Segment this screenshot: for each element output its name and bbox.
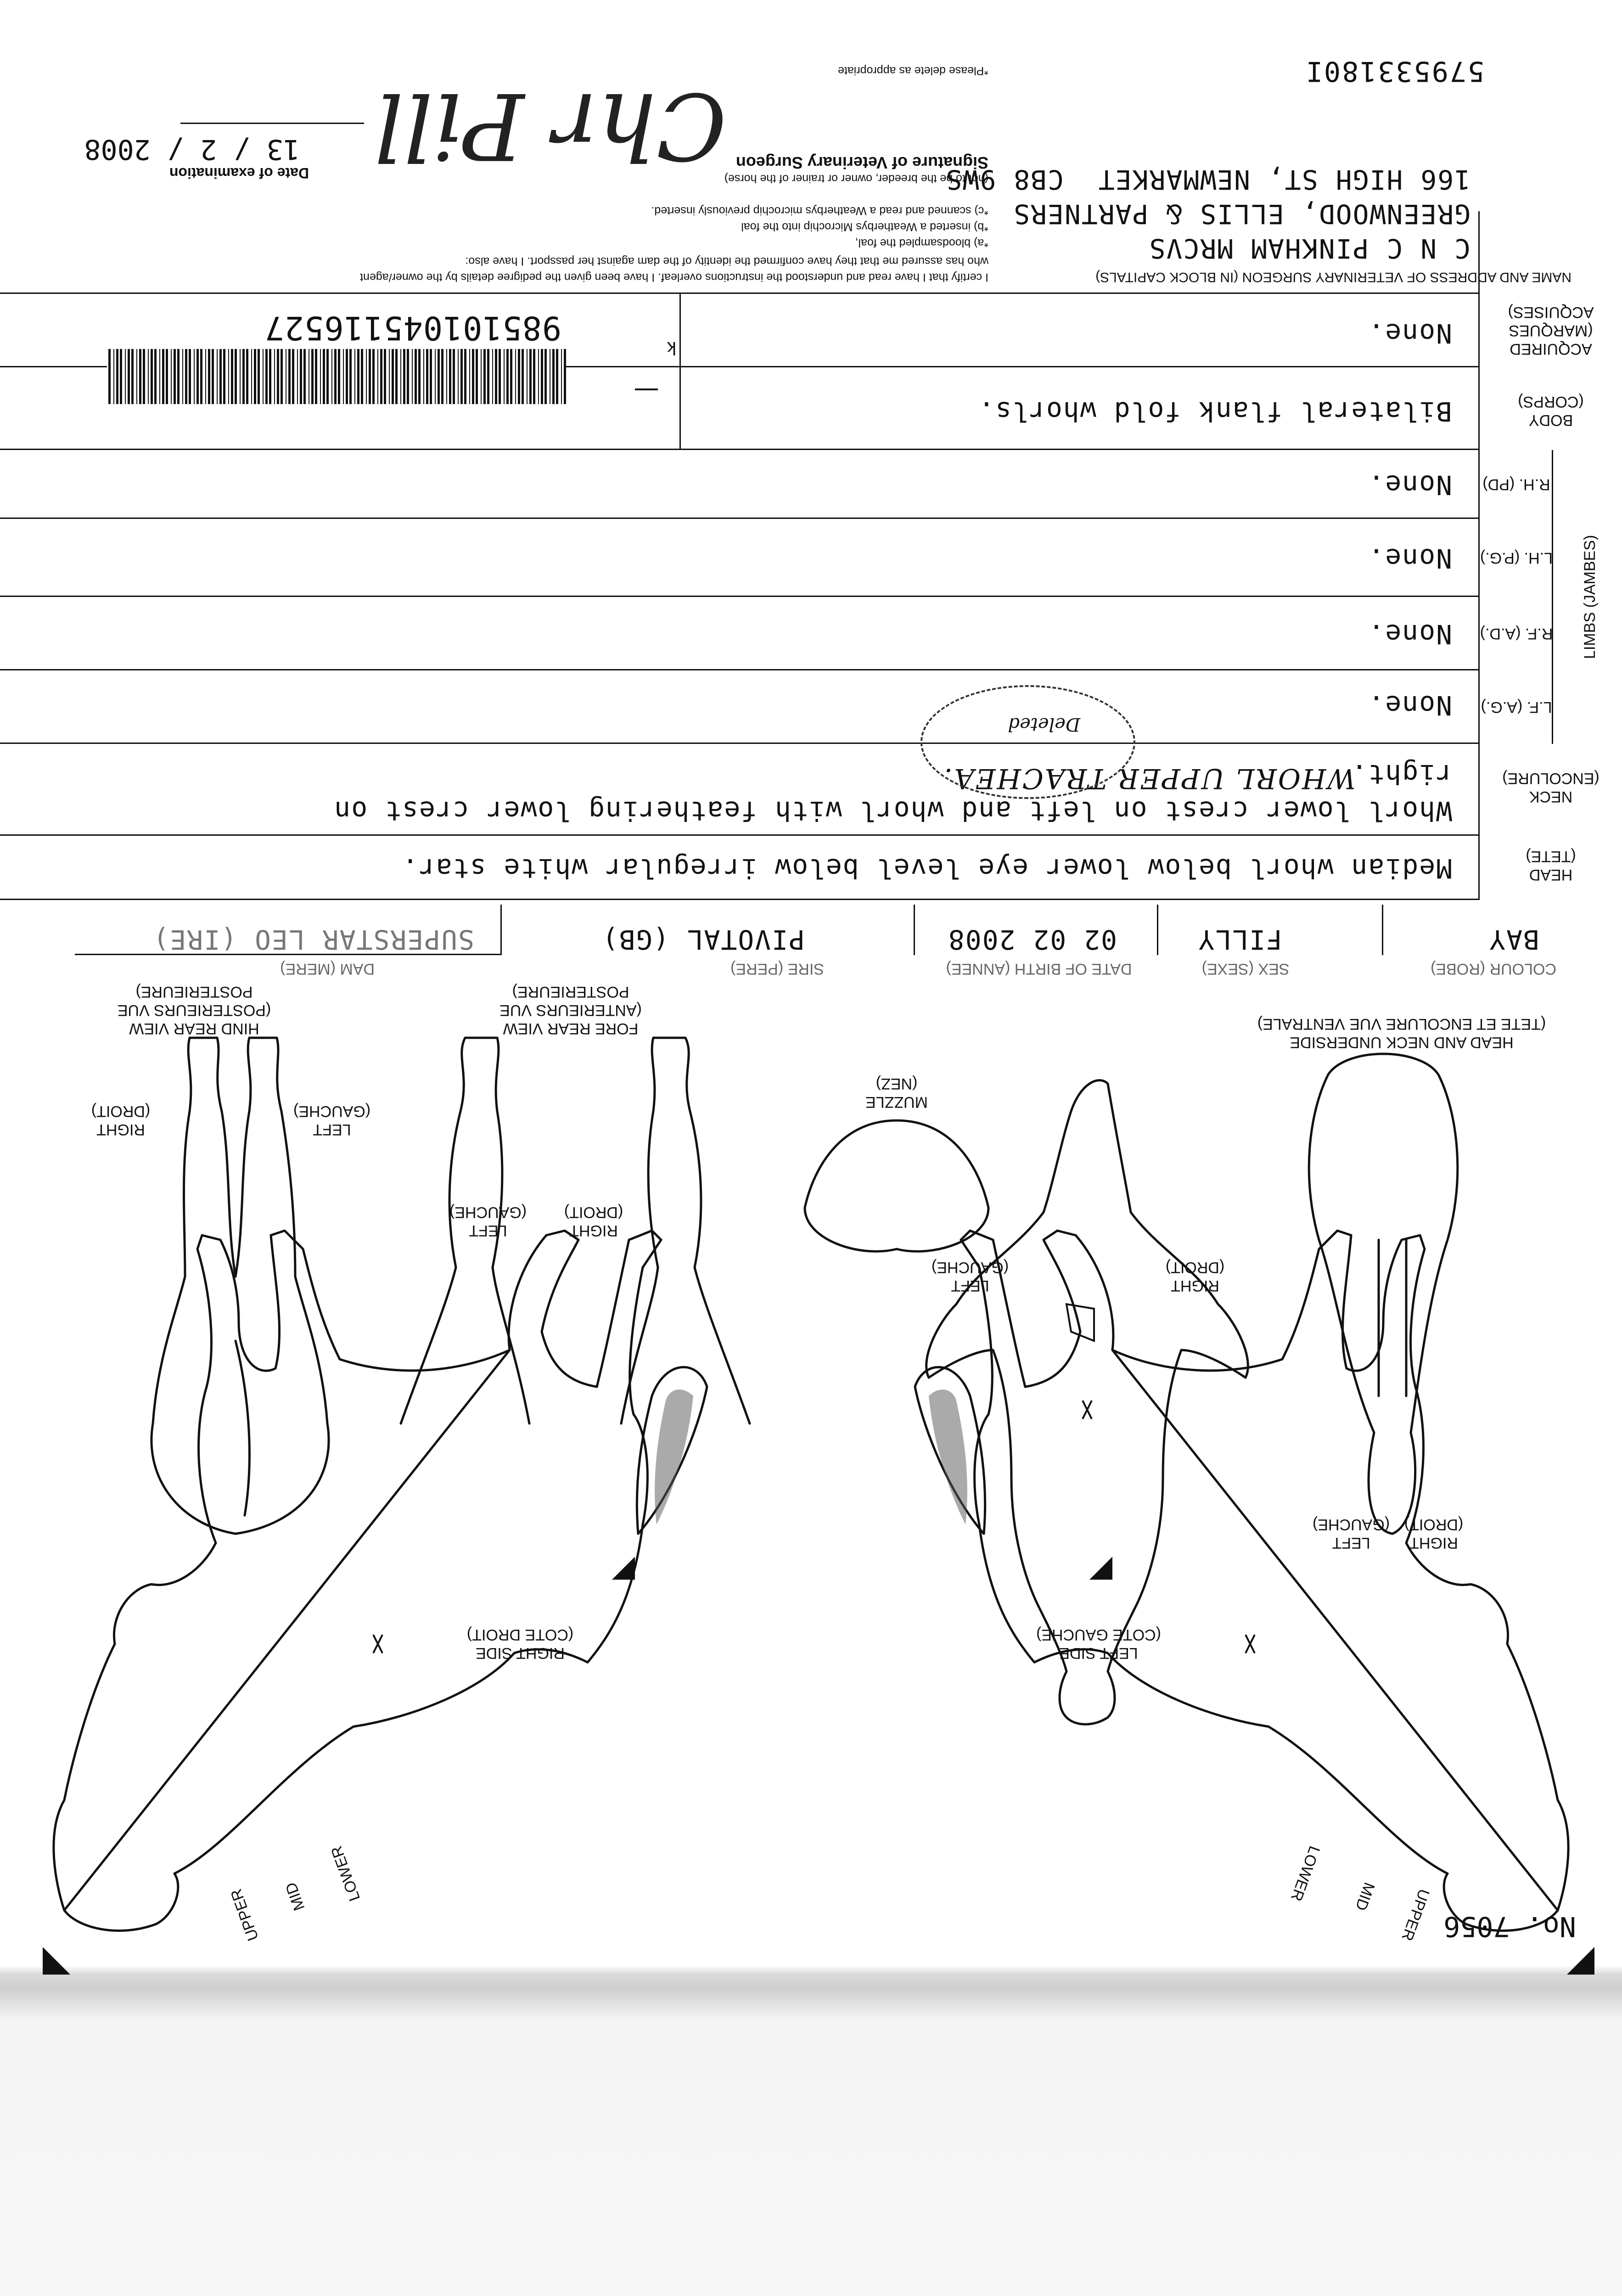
head-neck-underside-outline <box>1309 1054 1458 1534</box>
left-side-label: LEFT SIDE (COTE GAUCHE) <box>1036 1626 1161 1662</box>
acquired-marking-value: None. <box>1367 318 1452 349</box>
dam-label: DAM (MERE) <box>280 960 375 978</box>
rf-row-label: R.F. (A.D.) <box>1480 625 1553 642</box>
neck-marking-line2: right. <box>1350 759 1452 790</box>
front-right-label: RIGHT (DROIT) <box>1165 1259 1225 1294</box>
exam-date-label: Date of examination <box>169 165 309 181</box>
certification-b: *b) inserted a Weatherbys Microchip into the foal <box>741 220 988 233</box>
head-row-label: HEAD (TETE) <box>1526 848 1576 884</box>
front-left-label: LEFT (GAUCHE) <box>931 1259 1009 1294</box>
body-row-top <box>0 449 1480 450</box>
dob-value: 02 02 2008 <box>947 924 1117 955</box>
sire-label: SIRE (PERE) <box>730 960 825 978</box>
fore-left-label: LEFT (GAUCHE) <box>449 1204 527 1239</box>
rf-row-top <box>0 669 1480 670</box>
vet-label: NAME AND ADDRESS OF VETERINARY SURGEON (IN BLOCK CAPITALS) <box>1095 270 1571 285</box>
head-neck-underside-label: HEAD AND NECK UNDERSIDE (TETE ET ENCOLURE VUE VENTRALE) <box>1257 1015 1546 1051</box>
left-side-horse-outline <box>915 1231 1568 1930</box>
neck-mid-label-left: MID <box>1352 1880 1378 1913</box>
microchip-number: 985101045116527 <box>264 309 561 347</box>
vet-signature: Chr Pill <box>374 72 727 179</box>
delete-note: *Please delete as appropriate <box>837 64 988 77</box>
sex-label: SEX (SEXE) <box>1201 960 1290 978</box>
fore-right-label: RIGHT (DROIT) <box>564 1204 623 1239</box>
barcode-dash <box>635 388 658 390</box>
certification-c: *c) scanned and read a Weatherbys microchip previously inserted. <box>651 204 988 217</box>
hind-right-label: RIGHT (DROIT) <box>91 1103 151 1138</box>
horse-diagrams <box>0 951 1622 1984</box>
lh-row-label: L.H. (P.G.) <box>1480 549 1553 567</box>
dam-value: SUPERSTAR LEO (IRE) <box>152 924 474 955</box>
acquired-row-bottom <box>0 293 1480 294</box>
signature-line <box>180 123 364 124</box>
document-id: 579533180I <box>1304 55 1484 87</box>
muzzle-label: MUZZLE (NEZ) <box>865 1075 928 1111</box>
body-marking-value: Bilateral flank fold whorls. <box>977 396 1452 427</box>
neck-handwritten-note: WHORL UPPER TRACHEA. <box>943 762 1356 794</box>
lh-row-top <box>0 596 1480 597</box>
right-side-horse-outline <box>54 1231 707 1930</box>
deleted-stamp <box>920 685 1135 799</box>
rh-marking-value: None. <box>1367 469 1452 501</box>
neck-lower-label-left: LOWER <box>1287 1843 1324 1904</box>
neck-mid-label-right: MID <box>282 1880 309 1913</box>
underside-right-label: RIGHT (DROIT) <box>1404 1516 1464 1552</box>
neck-lower-label-right: LOWER <box>327 1843 364 1904</box>
neck-upper-label-left: UPPER <box>1398 1886 1433 1943</box>
rh-row-label: R.H. (PD) <box>1482 476 1550 493</box>
neck-row-top <box>0 834 1480 836</box>
header-divider-2 <box>1157 905 1158 955</box>
hind-left-label: LEFT (GAUCHE) <box>293 1103 371 1138</box>
head-row-top <box>0 899 1480 900</box>
limbs-group-label: LIMBS (JAMBES) <box>1581 535 1599 659</box>
right-side-label: RIGHT SIDE (COTE DROIT) <box>466 1626 574 1662</box>
form-number: No. 7056 <box>1443 1910 1576 1942</box>
header-divider-1 <box>1382 905 1383 955</box>
underside-left-label: LEFT (GAUCHE) <box>1312 1516 1390 1552</box>
barcode-column-divider <box>679 294 681 450</box>
microchip-barcode <box>107 349 566 404</box>
fore-rear-view-label: FORE REAR VIEW (ANTERIEURS VUE POSTERIEURE) <box>500 983 642 1037</box>
head-marking-value: Median whorl below lower eye level below irregular white star. <box>401 853 1452 884</box>
neck-upper-label-right: UPPER <box>227 1886 262 1943</box>
vet-address-line3: 166 HIGH ST, NEWMARKET CB8 9WS <box>945 164 1470 195</box>
certification-a: *a) bloodsampled the foal, <box>855 236 988 249</box>
sex-value: FILLY <box>1197 924 1282 955</box>
vet-name: C N C PINKHAM MRCVS <box>1148 233 1470 264</box>
signature-label: Signature of Veterinary Surgeon <box>735 153 988 172</box>
lh-marking-value: None. <box>1367 543 1452 574</box>
acquired-row-label: ACQUIRED (MARQUES ACQUISES) <box>1508 304 1594 358</box>
header-divider-3 <box>914 905 915 955</box>
lf-marking-value: None. <box>1367 690 1452 721</box>
signature-sublabel: (not to be the breeder, owner or trainer of the horse) <box>724 172 988 185</box>
exam-date-value: 13 / 2 / 2008 <box>84 133 300 165</box>
body-row-label: BODY (CORPS) <box>1518 393 1584 429</box>
rf-marking-value: None. <box>1367 619 1452 650</box>
neck-marking-line1: Whorl lower crest on left and whorl with feathering lower crest on <box>333 795 1452 827</box>
colour-label: COLOUR (ROBE) <box>1431 960 1556 978</box>
vet-address-line2: GREENWOOD, ELLIS & PARTNERS <box>1013 198 1470 230</box>
sire-value: PIVOTAL (GB) <box>601 924 805 955</box>
muzzle-outline <box>805 1120 988 1251</box>
header-divider-4 <box>500 905 502 955</box>
certification-intro-2: who has assured me that they have confirmed the identity of the dam against her passport. I have also: <box>465 255 988 268</box>
lf-row-label: L.F. (A.G.) <box>1481 698 1552 716</box>
rh-row-top <box>0 518 1480 519</box>
hind-rear-view-label: HIND REAR VIEW (POSTERIEURS VUE POSTERIEURE) <box>117 983 271 1037</box>
colour-value: BAY <box>1488 924 1539 955</box>
dob-label: DATE OF BIRTH (ANNEE) <box>946 960 1132 978</box>
deleted-stamp-text: Deleted <box>1008 714 1080 735</box>
barcode-marker: k <box>667 338 676 358</box>
lf-row-top <box>0 743 1480 744</box>
neck-row-label: NECK (ENCOLURE) <box>1502 770 1600 805</box>
certification-intro: I certify that I have read and understood the instructions overleaf. I have been given the pedigree details by the owner/agent <box>360 271 988 284</box>
